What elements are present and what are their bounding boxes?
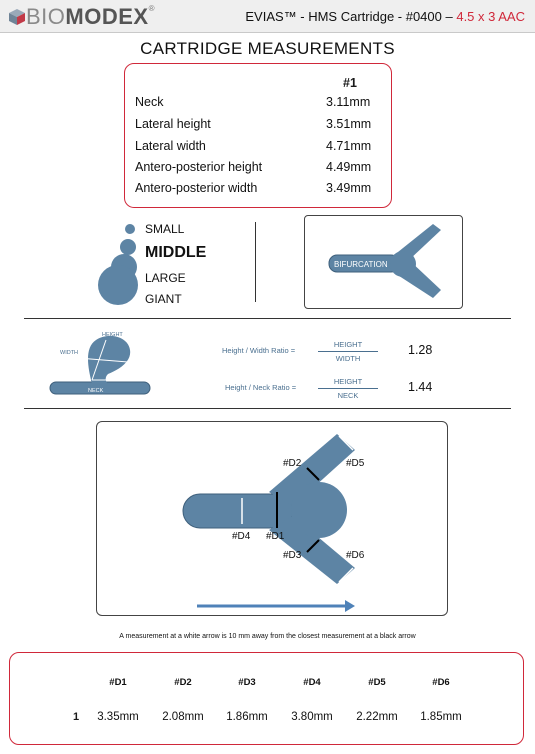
measurement-value: 4.49mm: [326, 160, 372, 174]
diameter-header: #D5: [368, 677, 386, 688]
document-title-size: 4.5 x 3 AAC: [456, 9, 525, 24]
diameters-box: [9, 652, 524, 745]
section-divider: [24, 318, 511, 319]
diameter-label-d1: #D1: [266, 531, 285, 542]
measurement-label: Lateral width: [135, 139, 206, 153]
diameter-header: #D4: [303, 677, 321, 688]
diameter-value: 3.35mm: [97, 711, 139, 723]
diameter-label-d3: #D3: [283, 550, 302, 561]
measurement-value: 3.51mm: [326, 117, 372, 131]
bifurcation-label: BIFURCATION: [334, 260, 388, 269]
bifurcation-schematic: [305, 216, 462, 308]
document-title-text: EVIAS™ - HMS Cartridge - #0400 –: [245, 9, 453, 24]
diameter-value: 3.80mm: [291, 711, 333, 723]
section-title: CARTRIDGE MEASUREMENTS: [140, 39, 395, 58]
schematic-neck-label: NECK: [88, 388, 104, 394]
footnote: A measurement at a white arrow is 10 mm away from the closest measurement at a black arrow: [119, 633, 416, 640]
middle-dot-icon: [120, 239, 136, 255]
ratio-fraction: [318, 377, 378, 400]
fraction-denominator: WIDTH: [335, 354, 361, 363]
section-divider: [24, 408, 511, 409]
logo-trademark: ®: [148, 4, 155, 13]
small-dot-icon: [125, 224, 135, 234]
measurement-label: Antero-posterior height: [135, 160, 263, 174]
ratio-value: 1.44: [408, 380, 433, 394]
measurement-value: 3.11mm: [326, 95, 371, 109]
diameter-row-label: 1: [73, 711, 80, 723]
fraction-bar: [318, 351, 378, 352]
diameter-label-d4: #D4: [232, 531, 251, 542]
ratio-label: Height / Width Ratio =: [222, 346, 296, 355]
logo-text-bold: MODEX: [65, 4, 149, 29]
schematic-height-label: HEIGHT: [102, 332, 123, 338]
diameter-value: 1.85mm: [420, 711, 462, 723]
size-label-giant: GIANT: [145, 292, 182, 306]
measurement-label: Antero-posterior width: [135, 181, 258, 195]
fraction-numerator: HEIGHT: [333, 340, 363, 349]
diameter-label-d5: #D5: [346, 458, 365, 469]
vertical-divider: [255, 222, 256, 302]
diameter-value: 2.22mm: [356, 711, 398, 723]
size-label-middle: MIDDLE: [145, 244, 207, 261]
measurement-label: Neck: [135, 95, 164, 109]
schematic-width-label: WIDTH: [60, 350, 79, 356]
measurement-label: Lateral height: [135, 117, 211, 131]
diameter-header: #D2: [174, 677, 192, 688]
size-label-small: SMALL: [145, 222, 185, 236]
logo-text-light: BIO: [26, 4, 66, 29]
diameter-label-d6: #D6: [346, 550, 365, 561]
measurement-value: 4.71mm: [326, 139, 372, 153]
ratio-label: Height / Neck Ratio =: [225, 383, 297, 392]
diameter-value: 2.08mm: [162, 711, 204, 723]
fraction-denominator: NECK: [337, 391, 359, 400]
measurement-value: 3.49mm: [326, 181, 372, 195]
logo-cube-icon: [8, 8, 26, 26]
aneurysm-ratio-schematic: [48, 328, 158, 400]
diameter-label-d2: #D2: [283, 458, 302, 469]
ratio-value: 1.28: [408, 343, 433, 357]
document-title: [245, 9, 525, 24]
diameter-header: #D6: [432, 677, 450, 688]
diameter-header: #D1: [109, 677, 127, 688]
diameter-header: #D3: [238, 677, 256, 688]
biomodex-logo: [8, 4, 155, 30]
diameter-diagram: [97, 422, 447, 615]
diameter-value: 1.86mm: [226, 711, 268, 723]
fraction-numerator: HEIGHT: [333, 377, 363, 386]
ratio-fraction: [318, 340, 378, 363]
fraction-bar: [318, 388, 378, 389]
measurement-column-header: #1: [343, 76, 357, 90]
giant-dot-icon: [98, 265, 138, 305]
size-label-large: LARGE: [145, 271, 186, 285]
